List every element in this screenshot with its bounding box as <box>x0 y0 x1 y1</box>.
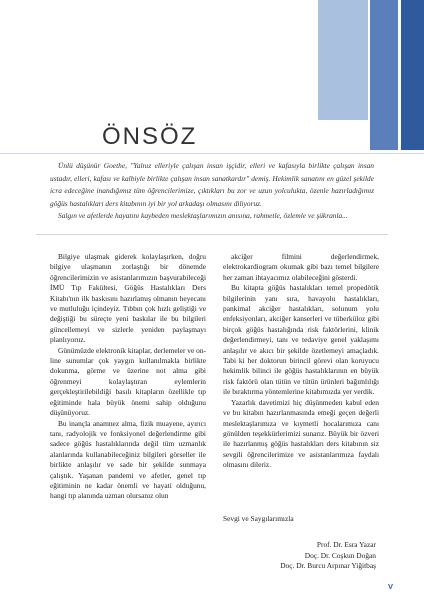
intro-divider <box>36 234 388 235</box>
body-paragraph: Bu kitapta göğüs hastalıkları temel propedötik bilgilerinin yanı sıra, havayolu hastalıkları, pankimal akciğer hastalıkları, solunum yolu enfeksiyonları, akciğer kanserleri ve tüberküloz gibi birçok göğüs hastalığında risk faktörlerini, klinik değerlendirmeyi, tanı ve tedaviye genel yaklaşımı anlaşılır ve akıcı bir şekilde özetlemeyi amaçladık. Tabi ki her doktorun birincil görevi olan koruyucu hekimlik bilinci ile göğüs hastalıklarının en büyük risk faktörü olan tütün ve tütün ürünleri bağımlılığı ile bıraktırma yöntemlerine kitabımızda yer verdik. <box>223 283 379 397</box>
body-paragraph: Günümüzde elektronik kitaplar, derlemeler ve on-line sunumlar çok yaygın kullanılmakla birlikte dokunma, görme ve üzerine not alma gibi öğrenmeyi kolaylaştıran eylemlerin gerçekleştirilebildiği basılı kitapların özellikle tıp eğitiminde hala büyük önemi sahip olduğunu düşünüyoruz. <box>50 345 206 418</box>
title-divider <box>0 153 424 154</box>
page-number: V <box>388 582 394 591</box>
header-decor-dark-bar <box>401 0 424 150</box>
header-decor-light-bar <box>318 0 368 120</box>
author-name: Doç. Dr. Burcu Arpınar Yiğitbaş <box>280 561 376 571</box>
closing-greeting: Sevgi ve Saygılarımızla <box>223 514 294 523</box>
body-paragraph: Yazarlık davetimizi hiç düşünmeden kabul eden ve bu kitabın hazırlanmasında emeği geçen değerli meslektaşlarımıza ve kıymetli hocalarımıza canı gönülden teşekkürlerimizi sunarız. Büyük bir özveri ile hazırlanmış göğüs hastalıkları ders kitabının siz sevgili öğrencilerimize ve asistanlarımıza faydalı olmasını dileriz. <box>223 397 379 470</box>
body-column-left <box>50 252 206 502</box>
closing-signature <box>223 514 376 572</box>
intro-paragraph: Ünlü düşünür Goethe, "Yalnız elleriyle çalışan insan işçidir, elleri ve kafasıyla birlikte çalışan insan ustadır, elleri, kafası ve kalbiyle birlikte çalışan insan sanatkardır" demiş. Hekimlik sanatını en güzel şekilde icra edeceğine inandığımız tüm öğrencilerimize, çıktıkları bu zor ve uzun yolculukta, özenle hazırladığımız göğüs hastalıkları ders kitabının iyi bir yol arkadaşı olmasını diliyoruz. <box>50 161 374 208</box>
body-paragraph: akciğer filmini değerlendirmek, elektrokardiogram okumak gibi bazı temel bilgilere her zaman ihtayacımız olabileceğini gösterdi. <box>223 252 379 282</box>
body-paragraph: Bu inançla anamnez alma, fizik muayene, ayırıcı tanı, radyolojik ve fonksiyonel değerlendirme gibi sadece göğüs hastalıklarında değil tüm uzmanlık alanlarında kullanabileceğiniz bilgileri görseller ile birlikte anlaşılır ve sade bir şekilde sunmaya çalıştık. Yaşanan pandemi ve afetler, genel tıp eğitiminin ne kadar önemli ve hayati olduğunu, hangi tıp alanında uzman olursanız olun <box>50 418 206 501</box>
intro-quote <box>50 160 374 223</box>
body-column-right <box>223 252 379 471</box>
intro-paragraph: Salgın ve afetlerde hayatını kaybeden meslektaşlarımızın anısına, rahmetle, özlemle ve şükranla... <box>58 211 348 221</box>
header-decor-mid-bar <box>370 0 398 150</box>
page-title: ÖNSÖZ <box>102 123 198 150</box>
author-name: Prof. Dr. Esra Yazar <box>316 540 376 550</box>
body-paragraph: Bilgiye ulaşmak giderek kolaylaşırken, doğru bilgiye ulaşmanın zorlaştığı bir dönemde öğrencilerimizin ve asistanlarımızın başvurabileceği İMÜ Tıp Fakültesi, Göğüs Hastalıkları Ders Kitabı'nın ilk baskısını hazırlamış olmanın heyecanı ve mutluluğu içindeyiz. Tıbbın çok hızlı geliştiği ve değiştiği bu süreçte yeni baskılar ile bu bilgileri güncellemeyi ve sizlerle yeniden paylaşmayı planlıyoruz. <box>50 252 206 345</box>
author-name: Doç. Dr. Coşkun Doğan <box>304 550 376 560</box>
